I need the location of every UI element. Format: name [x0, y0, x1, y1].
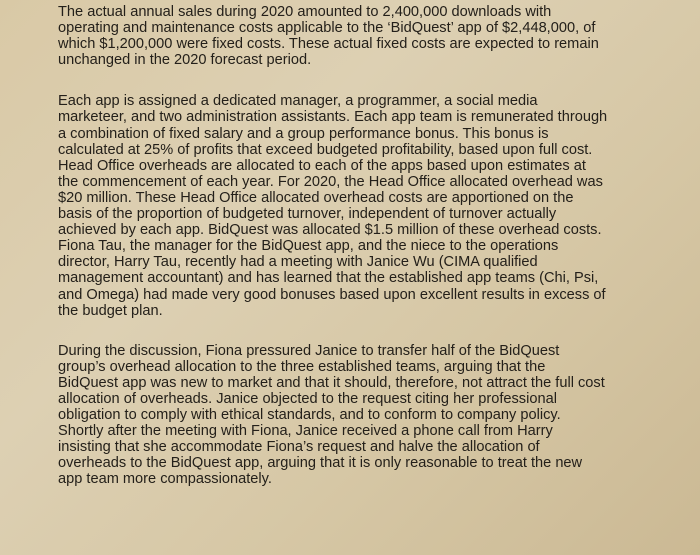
- text-line: The actual annual sales during 2020 amounted to 2,400,000 downloads with: [58, 4, 552, 20]
- text-line: basis of the proportion of budgeted turnover, independent of turnover actually: [58, 206, 557, 223]
- text-line: unchanged in the 2020 forecast period.: [58, 52, 312, 69]
- text-line: operating and maintenance costs applicable to the ‘BidQuest’ app of $2,448,000, of: [58, 20, 596, 37]
- text-line: overheads to the BidQuest app, arguing that it is only reasonable to treat the new: [58, 455, 583, 472]
- paragraph-spacer: [58, 68, 686, 93]
- text-line: Shortly after the meeting with Fiona, Janice received a phone call from Harry: [58, 423, 553, 440]
- text-line: achieved by each app. BidQuest was allocated $1.5 million of these overhead costs.: [58, 222, 602, 239]
- text-line: $20 million. These Head Office allocated overhead costs are apportioned on the: [58, 189, 574, 206]
- text-line: insisting that she accommodate Fiona’s request and halve the allocation of: [58, 439, 540, 456]
- text-line: group’s overhead allocation to the three established teams, arguing that the: [58, 358, 546, 375]
- paragraph-spacer: [58, 319, 686, 343]
- text-line: BidQuest app was new to market and that it should, therefore, not attract the full cost: [58, 374, 605, 391]
- text-line: which $1,200,000 were fixed costs. These actual fixed costs are expected to remain: [58, 36, 599, 53]
- text-line: director, Harry Tau, recently had a meeting with Janice Wu (CIMA qualified: [58, 254, 538, 271]
- text-line: Head Office overheads are allocated to each of the apps based upon estimates at: [58, 157, 586, 174]
- text-line: management accountant) and has learned that the established app teams (Chi, Psi,: [58, 270, 599, 287]
- text-line: Each app is assigned a dedicated manager, a programmer, a social media: [58, 93, 538, 110]
- text-line: the commencement of each year. For 2020, the Head Office allocated overhead was: [58, 173, 603, 190]
- text-line: the budget plan.: [58, 302, 163, 319]
- text-line: calculated at 25% of profits that exceed budgeted profitability, based upon full cost.: [58, 141, 593, 158]
- text-line: Fiona Tau, the manager for the BidQuest app, and the niece to the operations: [58, 238, 559, 255]
- text-line: obligation to comply with ethical standards, and to conform to company policy.: [58, 407, 561, 424]
- text-line: and Omega) had made very good bonuses based upon excellent results in excess of: [58, 286, 606, 303]
- paragraph-discussion: [58, 343, 686, 488]
- text-line: app team more compassionately.: [58, 471, 272, 488]
- text-line: During the discussion, Fiona pressured Janice to transfer half of the BidQuest: [58, 342, 560, 359]
- paragraph-app-teams: [58, 93, 686, 318]
- text-line: a combination of fixed salary and a group performance bonus. This bonus is: [58, 125, 549, 142]
- text-line: marketeer, and two administration assistants. Each app team is remunerated through: [58, 109, 608, 126]
- paragraph-sales-costs: [58, 4, 686, 68]
- text-line: allocation of overheads. Janice objected to the request citing her professional: [58, 390, 557, 407]
